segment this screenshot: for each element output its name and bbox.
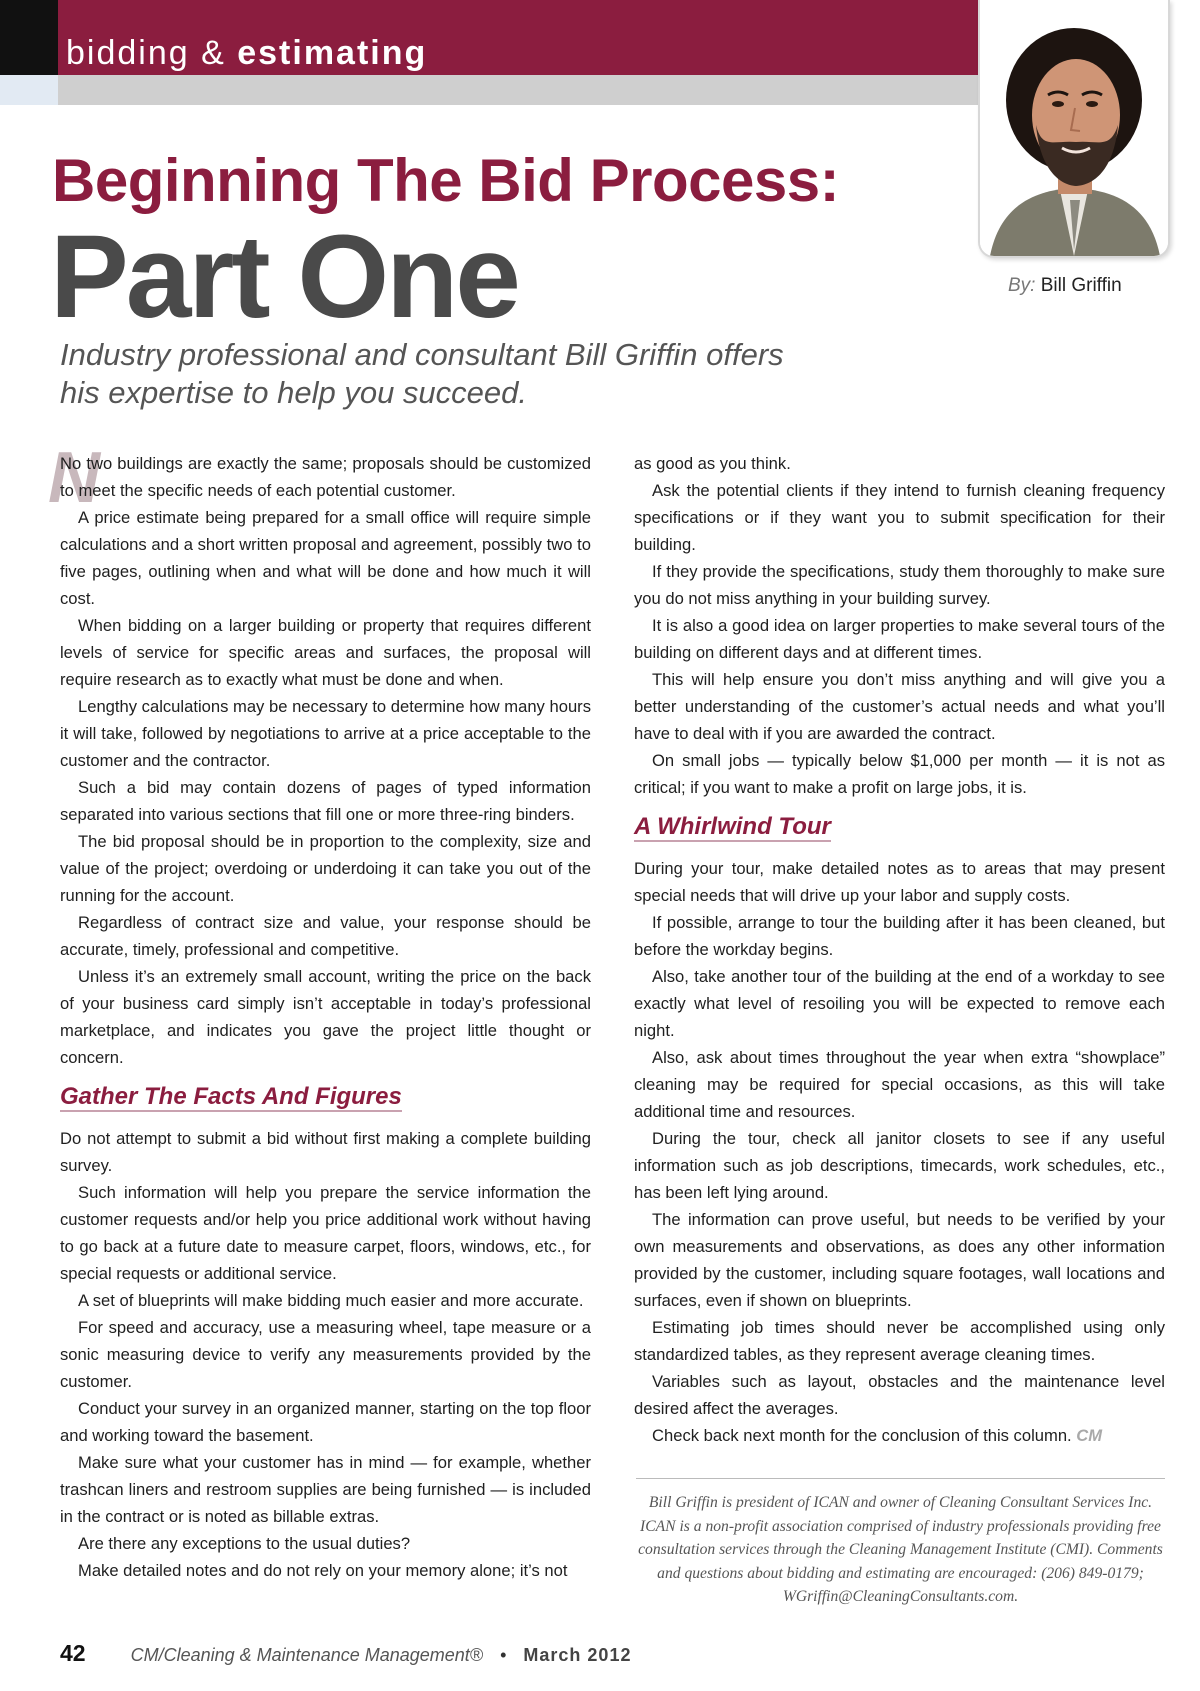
paragraph: A set of blueprints will make bidding much easier and more accurate. <box>78 1291 584 1310</box>
section-heading-text: A Whirlwind Tour <box>634 813 831 840</box>
paragraph: Do not attempt to submit a bid without first making a complete building survey. <box>60 1129 591 1175</box>
section-tag-bold: estimating <box>237 34 428 72</box>
footer-separator: • <box>500 1645 507 1665</box>
publication-name: CM/Cleaning & Maintenance Management® <box>130 1645 484 1665</box>
page-footer <box>60 1640 631 1667</box>
paragraph: Variables such as layout, obstacles and the maintenance level desired affect the averages. <box>634 1372 1165 1418</box>
paragraph: Such information will help you prepare the service information the customer requests and/or help you price additional work without having to go back at a future date to measure carpet, floors, windows, etc., for special requests or additional service. <box>60 1183 591 1283</box>
paragraph: When bidding on a larger building or property that requires different levels of service for specific areas and surfaces, the proposal will require research as to exactly what must be done and when. <box>60 616 591 689</box>
byline-label: By: <box>1008 275 1036 296</box>
dropcap-wrap <box>48 438 591 518</box>
issue-date: March 2012 <box>523 1645 632 1665</box>
closing-text: Check back next month for the conclusion of this column. <box>652 1426 1072 1445</box>
author-name: Bill Griffin <box>1040 275 1122 296</box>
paragraph-final <box>634 1422 1165 1449</box>
section-heading-text: Gather The Facts And Figures <box>60 1083 402 1110</box>
section-tag-thin: bidding & <box>66 34 238 72</box>
paragraph: Estimating job times should never be accomplished using only standardized tables, as they represent average cleaning times. <box>634 1318 1165 1364</box>
paragraph: Unless it’s an extremely small account, writing the price on the back of your business card simply isn’t acceptable in today’s professional marketplace, and indicates you gave the project little thought or concern. <box>60 967 591 1067</box>
paragraph: This will help ensure you don’t miss anything and will give you a better understanding of the customer’s actual needs and what you’ll have to deal with if you are awarded the contract. <box>634 670 1165 743</box>
right-column <box>634 450 1165 1449</box>
paragraph: Conduct your survey in an organized manner, starting on the top floor and working toward the basement. <box>60 1399 591 1445</box>
bio-divider <box>636 1478 1165 1479</box>
paragraph: Also, ask about times throughout the year when extra “showplace” cleaning may be required for special occasions, as this will take additional time and resources. <box>634 1048 1165 1121</box>
left-column <box>48 438 591 1584</box>
page-number: 42 <box>60 1640 86 1666</box>
author-bio: Bill Griffin is president of ICAN and owner of Cleaning Consultant Services Inc. ICAN is a non-profit association comprised of industry professionals providing free consultation services through the Cleaning Management Institute (CMI). Comments and questions about bidding and estimating are encouraged: (206) 849-0179; WGriffin@CleaningConsultants.com. <box>638 1494 1163 1605</box>
article-title-line2: Part One <box>50 211 518 343</box>
paragraph: A price estimate being prepared for a small office will require simple calculations and a short written proposal and agreement, possibly two to five pages, outlining when and what will be done and how much it will cost. <box>60 508 591 608</box>
dropcap: N <box>48 438 100 518</box>
paragraph: The information can prove useful, but needs to be verified by your own measurements and observations, as does any other information provided by the customer, including square footages, wall locations and surfaces, even if shown on blueprints. <box>634 1210 1165 1310</box>
paragraph: Lengthy calculations may be necessary to determine how many hours it will take, followed by negotiations to arrive at a price acceptable to the customer and the contractor. <box>60 697 591 770</box>
paragraph: For speed and accuracy, use a measuring wheel, tape measure or a sonic measuring device to verify any measurements provided by the customer. <box>60 1318 591 1391</box>
paragraph: On small jobs — typically below $1,000 per month — it is not as critical; if you want to make a profit on large jobs, it is. <box>634 751 1165 797</box>
paragraph: During the tour, check all janitor closets to see if any useful information such as job descriptions, timecards, work schedules, etc., has been left lying around. <box>634 1129 1165 1202</box>
paragraph: Regardless of contract size and value, your response should be accurate, timely, professional and competitive. <box>60 913 591 959</box>
article-title-line1: Beginning The Bid Process: <box>52 147 840 214</box>
paragraph: Such a bid may contain dozens of pages of typed information separated into various sections that fill one or more three-ring binders. <box>60 778 591 824</box>
paragraph: Make detailed notes and do not rely on your memory alone; it’s not <box>78 1561 568 1580</box>
header-band-gray <box>58 75 978 105</box>
article-deck: Industry professional and consultant Bill Griffin offers his expertise to help you succeed. <box>60 337 784 410</box>
paragraph: Also, take another tour of the building at the end of a workday to see exactly what level of resoiling you will be expected to remove each night. <box>634 967 1165 1040</box>
paragraph: Ask the potential clients if they intend to furnish cleaning frequency specifications or if they want you to submit specification for their building. <box>634 481 1165 554</box>
paragraph: Make sure what your customer has in mind — for example, whether trashcan liners and restroom supplies are being furnished — is included in the contract or is noted as billable extras. <box>60 1453 591 1526</box>
end-mark: CM <box>1076 1426 1103 1445</box>
header-band-black <box>0 0 58 75</box>
paragraph: No two buildings are exactly the same; proposals should be customized to meet the specific needs of each potential customer. <box>60 454 591 500</box>
paragraph: It is also a good idea on larger properties to make several tours of the building on different days and at different times. <box>634 616 1165 662</box>
paragraph: During your tour, make detailed notes as to areas that may present special needs that will drive up your labor and supply costs. <box>634 859 1165 905</box>
paragraph: The bid proposal should be in proportion to the complexity, size and value of the project; overdoing or underdoing it can take you out of the running for the account. <box>60 832 591 905</box>
author-photo <box>978 0 1170 258</box>
section-heading-tour <box>634 811 1165 843</box>
section-tag <box>66 34 427 73</box>
paragraph: If possible, arrange to tour the building after it has been cleaned, but before the workday begins. <box>634 913 1165 959</box>
byline <box>1008 275 1122 297</box>
section-heading-facts <box>60 1081 591 1113</box>
paragraph: as good as you think. <box>634 454 791 473</box>
paragraph: If they provide the specifications, study them thoroughly to make sure you do not miss anything in your building survey. <box>634 562 1165 608</box>
author-portrait-icon <box>980 0 1168 256</box>
paragraph: Are there any exceptions to the usual duties? <box>78 1534 411 1553</box>
header-band-lightblue <box>0 75 58 105</box>
